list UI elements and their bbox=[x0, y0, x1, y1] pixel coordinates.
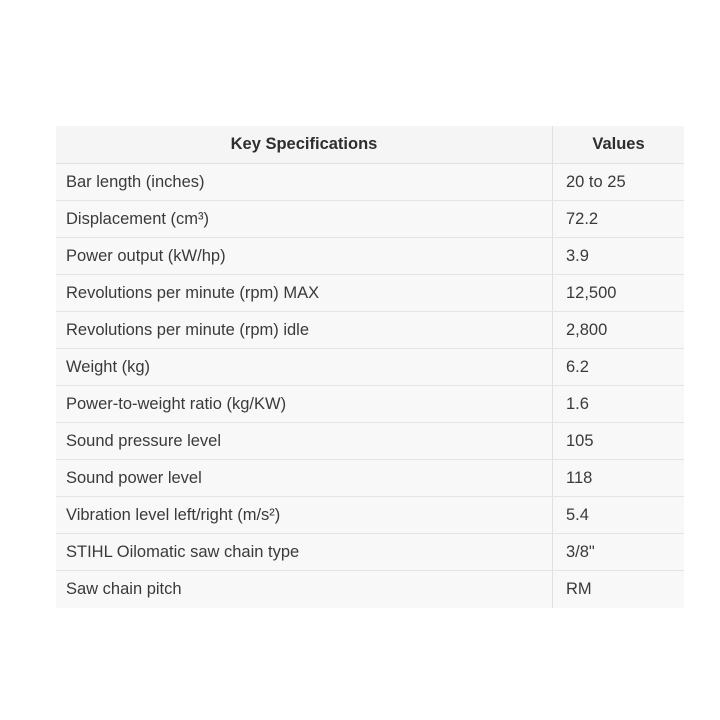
spec-value-cell: RM bbox=[553, 571, 685, 608]
table-header-row bbox=[56, 126, 684, 164]
spec-value-cell: 6.2 bbox=[553, 349, 685, 386]
table-row bbox=[56, 534, 684, 571]
table-body bbox=[56, 164, 684, 608]
header-values: Values bbox=[553, 126, 685, 164]
table-row bbox=[56, 164, 684, 201]
spec-value-cell: 5.4 bbox=[553, 497, 685, 534]
spec-value-cell: 2,800 bbox=[553, 312, 685, 349]
spec-key-cell: STIHL Oilomatic saw chain type bbox=[56, 534, 553, 571]
spec-value-cell: 118 bbox=[553, 460, 685, 497]
table-row bbox=[56, 312, 684, 349]
spec-value-cell: 12,500 bbox=[553, 275, 685, 312]
table-row bbox=[56, 423, 684, 460]
specifications-table bbox=[56, 126, 684, 608]
spec-key-cell: Weight (kg) bbox=[56, 349, 553, 386]
spec-value-cell: 72.2 bbox=[553, 201, 685, 238]
spec-key-cell: Sound pressure level bbox=[56, 423, 553, 460]
spec-value-cell: 3.9 bbox=[553, 238, 685, 275]
table-row bbox=[56, 460, 684, 497]
table-row bbox=[56, 238, 684, 275]
table-row bbox=[56, 275, 684, 312]
spec-key-cell: Bar length (inches) bbox=[56, 164, 553, 201]
spec-key-cell: Vibration level left/right (m/s²) bbox=[56, 497, 553, 534]
spec-key-cell: Saw chain pitch bbox=[56, 571, 553, 608]
table-row bbox=[56, 571, 684, 608]
spec-key-cell: Displacement (cm³) bbox=[56, 201, 553, 238]
table-row bbox=[56, 201, 684, 238]
header-key-specifications: Key Specifications bbox=[56, 126, 553, 164]
spec-value-cell: 105 bbox=[553, 423, 685, 460]
spec-key-cell: Revolutions per minute (rpm) idle bbox=[56, 312, 553, 349]
spec-value-cell: 20 to 25 bbox=[553, 164, 685, 201]
spec-key-cell: Power-to-weight ratio (kg/KW) bbox=[56, 386, 553, 423]
table-row bbox=[56, 497, 684, 534]
spec-value-cell: 1.6 bbox=[553, 386, 685, 423]
table-row bbox=[56, 386, 684, 423]
table-row bbox=[56, 349, 684, 386]
spec-key-cell: Power output (kW/hp) bbox=[56, 238, 553, 275]
spec-value-cell: 3/8" bbox=[553, 534, 685, 571]
spec-key-cell: Revolutions per minute (rpm) MAX bbox=[56, 275, 553, 312]
spec-key-cell: Sound power level bbox=[56, 460, 553, 497]
